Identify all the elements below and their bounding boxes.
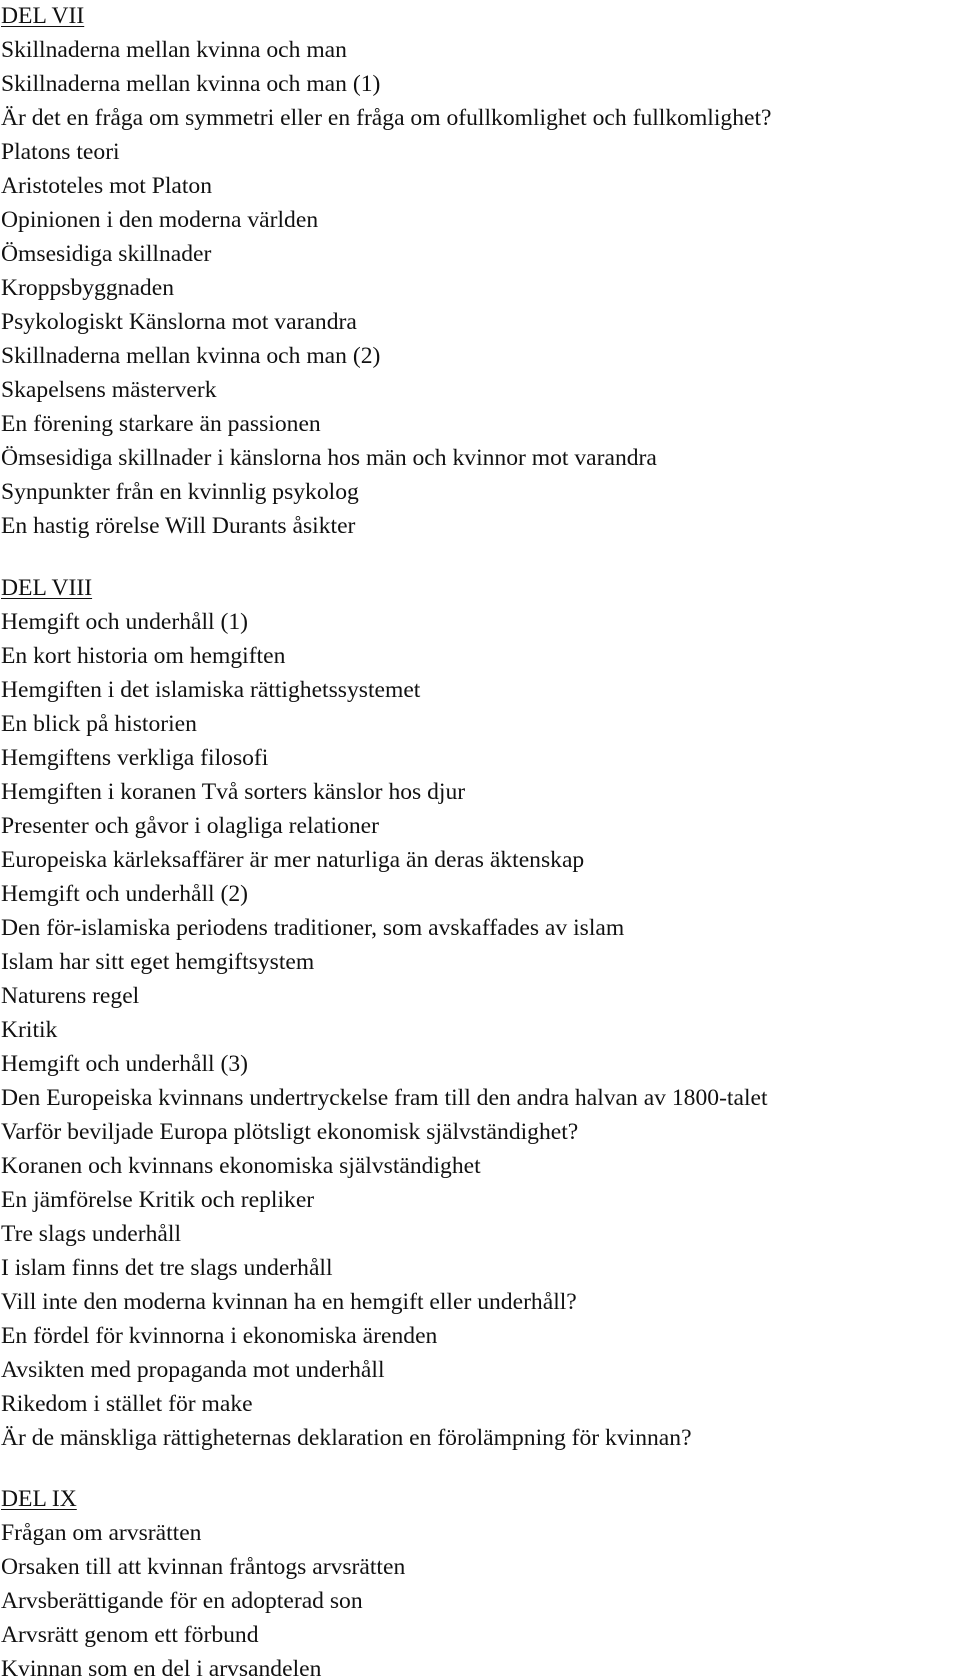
list-item: En fördel för kvinnorna i ekonomiska ärenden — [1, 1323, 438, 1349]
list-item: Kroppsbyggnaden — [1, 275, 174, 301]
list-item: Vill inte den moderna kvinnan ha en hemgift eller underhåll? — [1, 1289, 577, 1315]
list-item: Den Europeiska kvinnans undertryckelse fram till den andra halvan av 1800-talet — [1, 1085, 768, 1111]
list-item: En blick på historien — [1, 711, 197, 737]
list-item: Den för-islamiska periodens traditioner, som avskaffades av islam — [1, 915, 625, 941]
list-item: Hemgift och underhåll (3) — [1, 1051, 248, 1077]
list-item: Ömsesidiga skillnader i känslorna hos män och kvinnor mot varandra — [1, 445, 657, 471]
list-item: Ömsesidiga skillnader — [1, 241, 212, 267]
list-item: En förening starkare än passionen — [1, 411, 321, 437]
list-item: Arvsrätt genom ett förbund — [1, 1622, 259, 1648]
list-item: Kvinnan som en del i arvsandelen — [1, 1656, 322, 1680]
list-item: Kritik — [1, 1017, 58, 1043]
list-item: Hemgift och underhåll (2) — [1, 881, 248, 907]
list-item: Skillnaderna mellan kvinna och man (1) — [1, 71, 381, 97]
list-item: Naturens regel — [1, 983, 140, 1009]
list-item: Hemgift och underhåll (1) — [1, 609, 248, 635]
list-item: Psykologiskt Känslorna mot varandra — [1, 309, 357, 335]
list-item: Hemgiften i det islamiska rättighetssystemet — [1, 677, 421, 703]
list-item: Aristoteles mot Platon — [1, 173, 213, 199]
list-item: Presenter och gåvor i olagliga relationer — [1, 813, 380, 839]
list-item: Tre slags underhåll — [1, 1221, 181, 1247]
list-item: Koranen och kvinnans ekonomiska självständighet — [1, 1153, 481, 1179]
list-item: Europeiska kärleksaffärer är mer naturliga än deras äktenskap — [1, 847, 585, 873]
list-item: Rikedom i stället för make — [1, 1391, 253, 1417]
list-item: Hemgiften i koranen Två sorters känslor hos djur — [1, 779, 466, 805]
list-item: Frågan om arvsrätten — [1, 1520, 202, 1546]
list-item: En hastig rörelse Will Durants åsikter — [1, 513, 356, 539]
list-item: En kort historia om hemgiften — [1, 643, 286, 669]
section-del-vii — [1, 0, 951, 543]
section-heading: DEL VII — [1, 3, 85, 29]
list-item: Är det en fråga om symmetri eller en fråga om ofullkomlighet och fullkomlighet? — [1, 105, 772, 131]
section-heading: DEL IX — [1, 1486, 77, 1512]
list-item: Arvsberättigande för en adopterad son — [1, 1588, 363, 1614]
list-item: Avsikten med propaganda mot underhåll — [1, 1357, 385, 1383]
list-item: Platons teori — [1, 139, 120, 165]
list-item: Orsaken till att kvinnan fråntogs arvsrätten — [1, 1554, 406, 1580]
list-item: Skapelsens mästerverk — [1, 377, 217, 403]
list-item: Opinionen i den moderna världen — [1, 207, 319, 233]
section-del-viii — [1, 571, 951, 1455]
list-item: Varför beviljade Europa plötsligt ekonomisk självständighet? — [1, 1119, 579, 1145]
list-item: En jämförelse Kritik och repliker — [1, 1187, 315, 1213]
list-item: Skillnaderna mellan kvinna och man (2) — [1, 343, 381, 369]
list-item: I islam finns det tre slags underhåll — [1, 1255, 333, 1281]
section-heading: DEL VIII — [1, 575, 93, 601]
list-item: Skillnaderna mellan kvinna och man — [1, 37, 347, 63]
list-item: Synpunkter från en kvinnlig psykolog — [1, 479, 359, 505]
section-del-ix — [1, 1482, 951, 1680]
list-item: Är de mänskliga rättigheternas deklaration en förolämpning för kvinnan? — [1, 1425, 692, 1451]
list-item: Hemgiftens verkliga filosofi — [1, 745, 269, 771]
list-item: Islam har sitt eget hemgiftsystem — [1, 949, 315, 975]
